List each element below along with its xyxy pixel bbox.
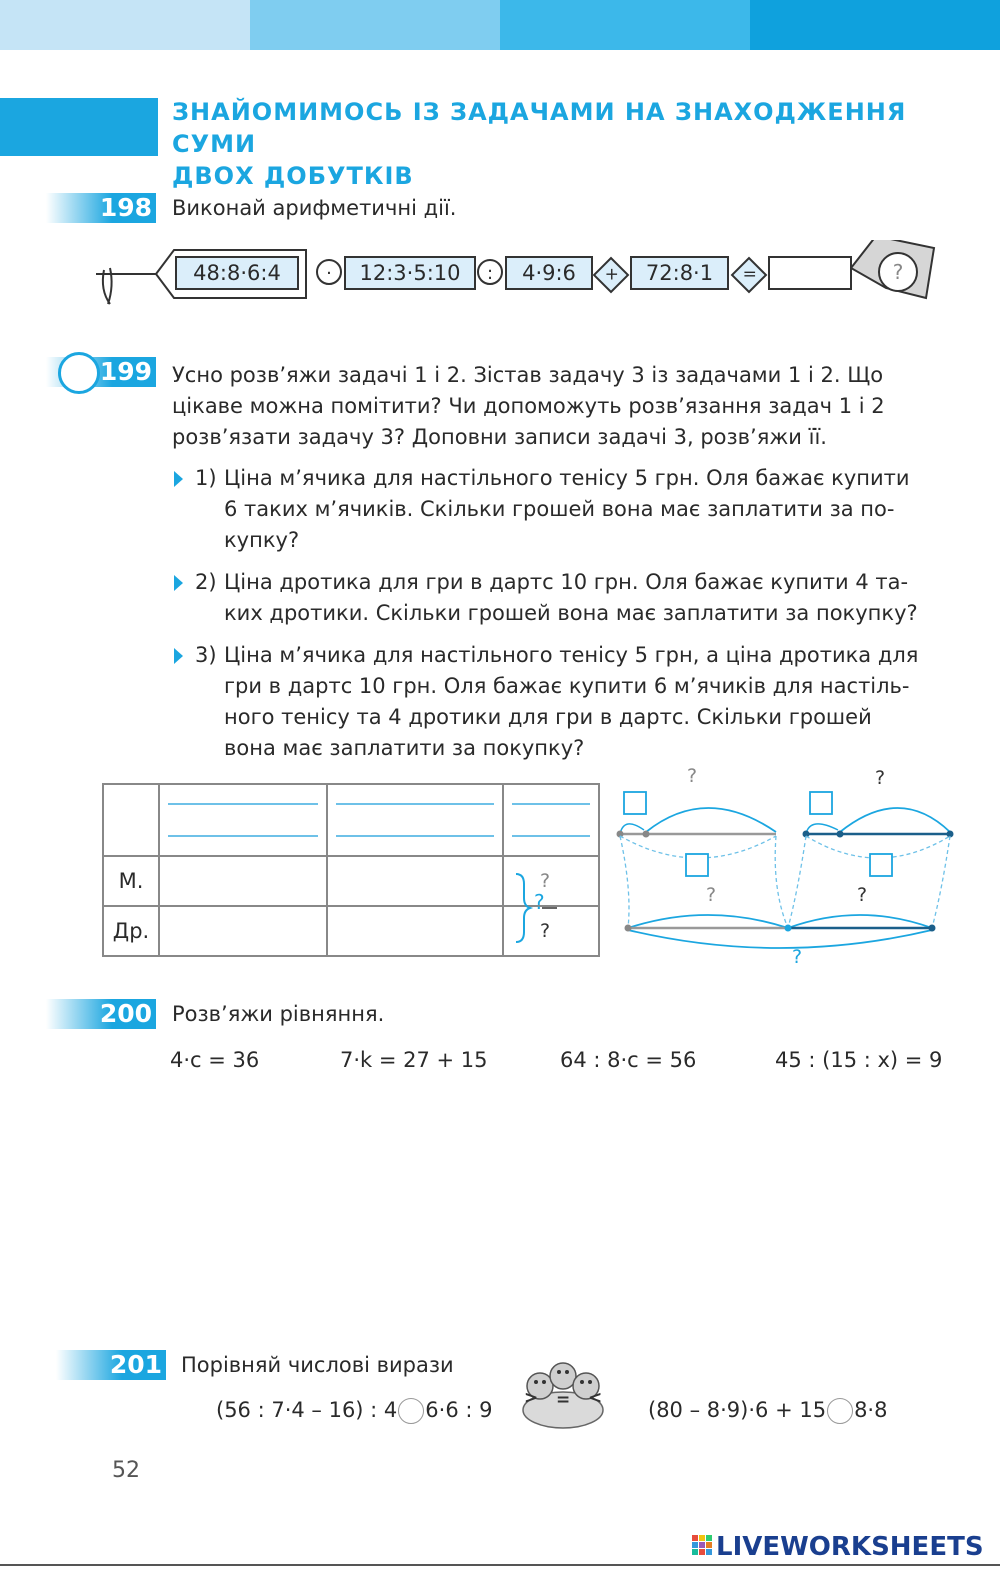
exercise-200-instruction: Розв’яжи рівняння.: [172, 1002, 385, 1026]
plus-operator: +: [593, 257, 630, 294]
top-color-bar: [0, 0, 1000, 50]
comparison-2-left: (80 – 8·9)·6 + 15: [648, 1398, 827, 1422]
exercise-201-instruction: Порівняй числові вирази: [181, 1353, 454, 1377]
sign-equal: =: [556, 1390, 571, 1410]
exercise-199-intro: Усно розв’яжи задачі 1 і 2. Зістав задачу 3 із задачами 1 і 2. Що цікаве можна помітити? Чи допоможуть розв’язання задач 1 і 2 розв’язати задачу 3? Доповни записи задачі 3, розв’яжи її.: [172, 363, 885, 449]
oral-task-icon: [58, 352, 100, 394]
exercise-number-199: 199: [46, 357, 156, 387]
comparison-1: [216, 1398, 492, 1424]
comparison-2-right: 8·8: [854, 1398, 888, 1422]
diagram-q-mid-left: ?: [706, 884, 717, 906]
task-1-marker-icon: [174, 471, 183, 487]
liveworksheets-logo[interactable]: LIVEWORKSHEETS: [716, 1532, 984, 1562]
diagram-q-bottom: ?: [792, 946, 803, 968]
comparison-1-left: (56 : 7·4 – 16) : 4: [216, 1398, 398, 1422]
answer-input[interactable]: [768, 256, 852, 290]
sign-greater: >: [524, 1388, 539, 1408]
diagram-q-mid-right: ?: [857, 884, 868, 906]
row-label-balls: М.: [103, 856, 159, 906]
comparison-1-right: 6·6 : 9: [425, 1398, 493, 1422]
total-question: ?: [534, 890, 545, 914]
balls-cost-question: ?: [503, 856, 599, 906]
task-1-number: 1): [195, 466, 217, 490]
expression-box-3: 4·9:6: [505, 256, 593, 290]
darts-price-cell[interactable]: [159, 906, 327, 956]
task-2-marker-icon: [174, 575, 183, 591]
exercise-198-instruction: Виконай арифметичні дії.: [172, 196, 457, 220]
task-2-text: Ціна дротика для гри в дартс 10 грн. Оля бажає купити 4 та- ких дротики. Скільки грошей вона має заплатити за покупку?: [224, 570, 918, 625]
task-2-number: 2): [195, 570, 217, 594]
exercise-number-201: 201: [56, 1350, 166, 1380]
task-3-number: 3): [195, 643, 217, 667]
liveworksheets-logo-icon: [692, 1535, 714, 1561]
darts-count-cell[interactable]: [327, 906, 503, 956]
equation-1: 4·c = 36: [170, 1048, 260, 1072]
task-1-text: Ціна м’ячика для настільного тенісу 5 грн. Оля бажає купити 6 таких м’ячиків. Скільки грошей вона має заплатити за по- купку?: [224, 466, 910, 552]
expression-box-4: 72:8·1: [630, 256, 729, 290]
expression-box-2: 12:3·5:10: [344, 256, 476, 290]
row-label-darts: Др.: [103, 906, 159, 956]
page-number: 52: [112, 1458, 140, 1483]
balls-count-cell[interactable]: [327, 856, 503, 906]
task-3-text: Ціна м’ячика для настільного тенісу 5 грн, а ціна дротика для гри в дартс 10 грн. Оля бажає купити 6 м’ячиків для настіль- ного тенісу та 4 дротики для гри в дартс. Скільки грошей вона має заплатити за покупку?: [224, 643, 919, 760]
bottom-divider: [0, 1564, 1000, 1566]
equation-4: 45 : (15 : x) = 9: [775, 1048, 943, 1072]
sign-less: <: [588, 1388, 603, 1408]
equals-operator: =: [731, 257, 768, 294]
equation-3: 64 : 8·c = 56: [560, 1048, 697, 1072]
kite-question-mark: ?: [878, 252, 918, 292]
comparison-1-sign-input[interactable]: [398, 1398, 424, 1424]
diagram-q-top-left: ?: [687, 765, 698, 787]
equation-2: 7·k = 27 + 15: [340, 1048, 488, 1072]
diagram-q-top-right: ?: [875, 767, 886, 789]
page-title: ЗНАЙОМИМОСЬ ІЗ ЗАДАЧАМИ НА ЗНАХОДЖЕННЯ СУМИ ДВОХ ДОБУТКІВ: [172, 98, 907, 190]
darts-cost-question: ?: [503, 906, 599, 956]
comparison-2-sign-input[interactable]: [827, 1398, 853, 1424]
multiply-operator: ·: [316, 259, 342, 285]
segment-diagram: [612, 770, 967, 970]
divide-operator: :: [477, 259, 503, 285]
title-accent-band: [0, 98, 158, 156]
comparison-2: [648, 1398, 887, 1424]
exercise-number-200: 200: [46, 999, 156, 1029]
balls-price-cell[interactable]: [159, 856, 327, 906]
exercise-number-198: 198: [46, 193, 156, 223]
equations-work-area[interactable]: [165, 1090, 945, 1320]
task-3-marker-icon: [174, 648, 183, 664]
start-expression-box: 48:8·6:4: [175, 256, 299, 290]
